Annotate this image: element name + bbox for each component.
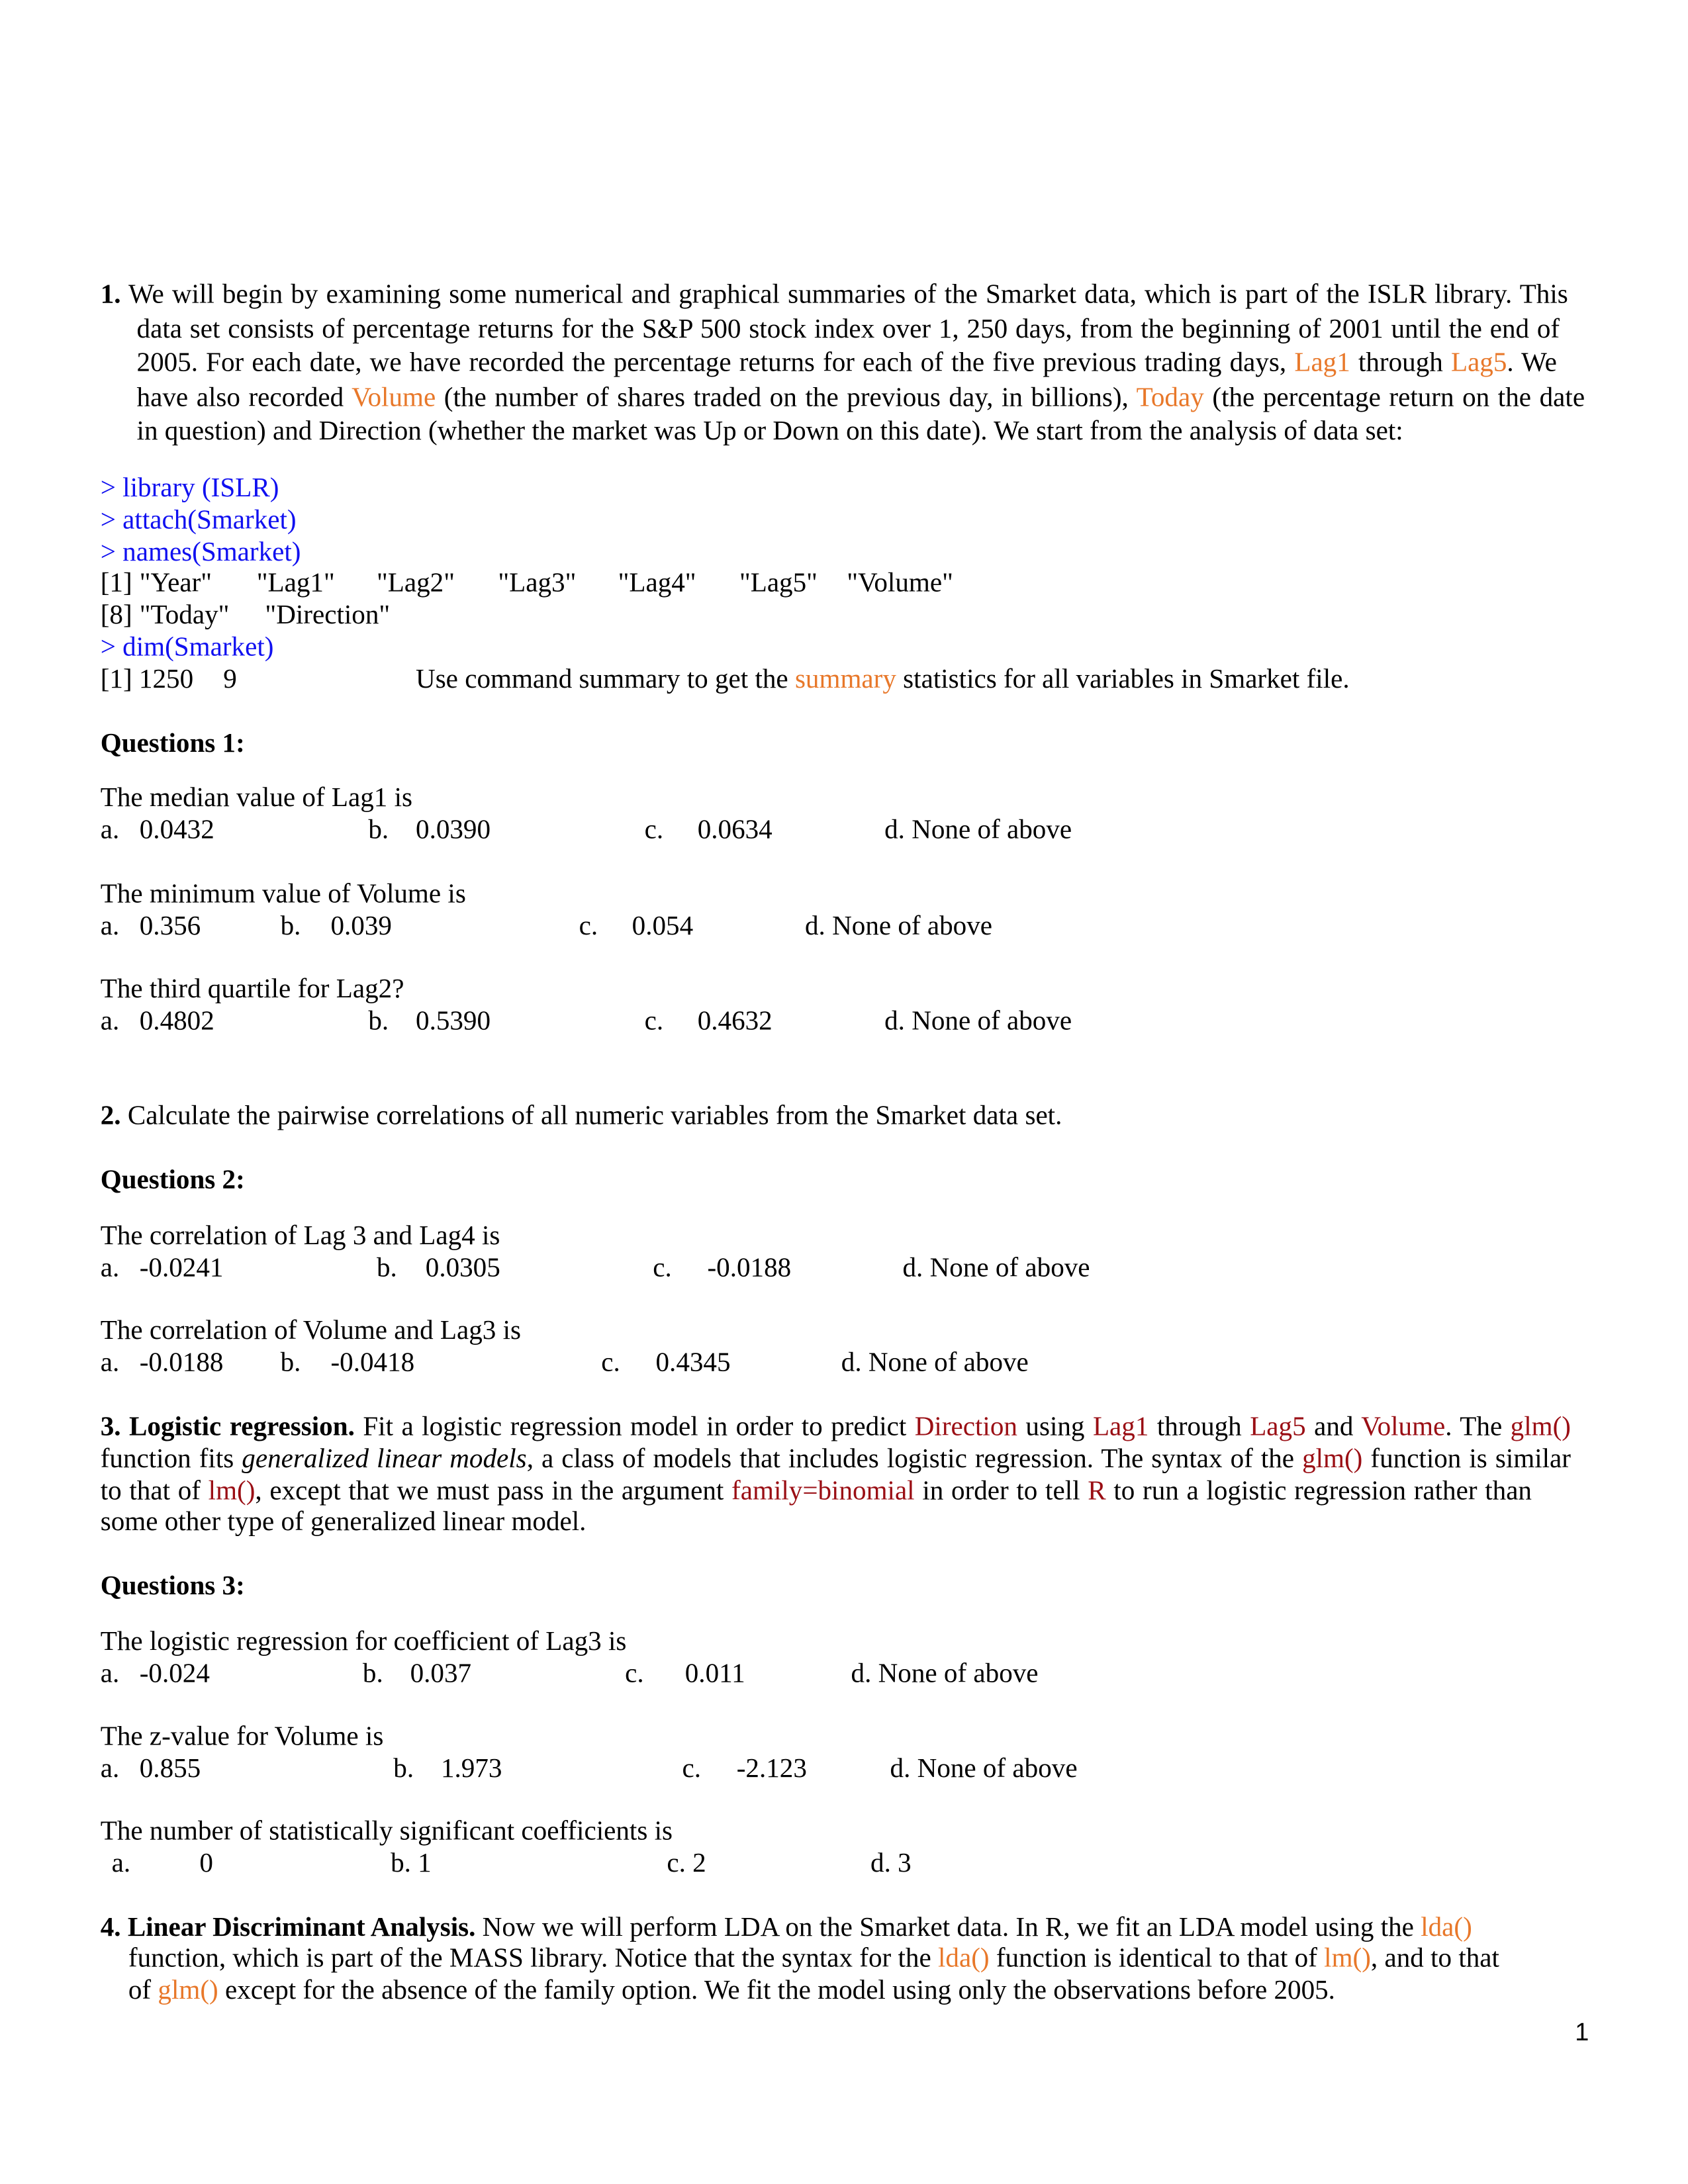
option-label: b. [280,912,301,942]
option-value: 0.356 [139,912,201,942]
option-value: 0.0432 [139,815,214,846]
output-value: "Lag2" [377,569,455,599]
output-value: "Year" [139,569,212,599]
option-label: c. [579,912,598,942]
text: function is identical to that of [989,1944,1325,1974]
text: Calculate the pairwise correlations of all numeric variables from the Smarket data set. [120,1101,1062,1132]
option-none: d. None of above [804,912,993,942]
option-label: c. [653,1253,672,1283]
dim-output: [1] 1250 [100,665,194,695]
option-value: d. 3 [870,1849,912,1879]
option-value: -0.024 [139,1659,210,1690]
emphasis: generalized linear models [242,1445,527,1475]
option-label: c. [682,1754,702,1784]
section3-line4: some other type of generalized linear model. [100,1508,586,1537]
text: using [1017,1412,1093,1443]
option-value: 0.0390 [416,815,491,846]
output-value: "Lag5" [739,569,818,599]
option-label: c. [644,1007,664,1036]
option-label: b. [368,815,389,846]
option-label: b. [377,1253,397,1283]
text: . We [1507,348,1557,379]
option-value: b. 1 [391,1849,432,1879]
question-text: The median value of Lag1 is [100,784,413,813]
output-value: "Lag3" [498,569,577,599]
code-dim: > dim(Smarket) [100,633,274,663]
highlight-volume: Volume [352,383,436,413]
output-value: "Lag4" [618,569,696,599]
option-value: 0.054 [632,912,694,942]
question-text: The number of statistically significant coefficients is [100,1817,673,1847]
section1-line5: in question) and Direction (whether the market was Up or Down on this date). We start from the analysis of data set: [136,417,1403,447]
section-title: 4. Linear Discriminant Analysis. [100,1913,476,1943]
option-label: b. [280,1348,301,1379]
section-title: 3. Logistic regression. [100,1412,355,1443]
text: (the number of shares traded on the previous day, in billions), [436,383,1137,413]
section4-line1 [101,1912,1472,1946]
option-value: 1.973 [440,1754,502,1784]
option-label: b. [362,1659,383,1690]
output-value: "Today" [139,601,230,631]
text: (the percentage return on the date [1203,383,1585,413]
code-names: > names(Smarket) [100,538,301,568]
option-value: -0.0188 [707,1253,792,1283]
option-value: 0.4632 [697,1007,773,1036]
questions-1-heading: Questions 1: [100,729,245,759]
highlight: family=binomial [731,1477,915,1507]
section4-line2 [128,1943,1499,1977]
question-text: The third quartile for Lag2? [100,975,404,1005]
option-label: a. [100,1754,120,1784]
option-none: d. None of above [902,1253,1090,1283]
option-value: 0.4802 [139,1007,214,1036]
section1-line1 [101,279,1568,312]
highlight: lda() [937,1944,990,1974]
text: and [1305,1412,1362,1443]
option-label: c. [601,1348,620,1379]
highlight-lag5: Lag5 [1450,348,1507,379]
option-value: c. 2 [667,1849,706,1879]
text: Fit a logistic regression model in order to predict [354,1412,915,1443]
text: , and to that [1370,1944,1499,1974]
text: of [128,1976,158,2006]
option-value: -0.0188 [139,1348,224,1379]
highlight: Lag5 [1250,1412,1306,1443]
code-attach: > attach(Smarket) [100,506,297,536]
text: statistics for all variables in Smarket file. [896,665,1350,695]
section1-line3 [137,347,1557,381]
text: through [1149,1412,1250,1443]
highlight: lda() [1421,1913,1472,1943]
highlight: lm() [1324,1944,1371,1974]
text: 2005. For each date, we have recorded the percentage returns for each of the five previous trading days, [136,348,1295,379]
question-text: The logistic regression for coefficient of Lag3 is [100,1627,627,1657]
text: function, which is part of the MASS library. Notice that the syntax for the [128,1944,938,1974]
option-none: d. None of above [890,1754,1078,1784]
option-label: a. [111,1849,131,1879]
text: function is similar [1362,1445,1571,1475]
option-label: c. [644,815,664,846]
section3-line3 [101,1476,1532,1510]
option-value: 0.5390 [416,1007,491,1036]
questions-3-heading: Questions 3: [100,1572,245,1602]
output-value: "Volume" [847,569,953,599]
option-value: 0.011 [684,1659,745,1690]
dim-output: 9 [223,665,237,695]
option-value: 0.0305 [425,1253,500,1283]
highlight: glm() [158,1976,218,2006]
section1-line4 [137,382,1585,416]
question-text: The minimum value of Volume is [100,880,466,910]
highlight-lag1: Lag1 [1294,348,1350,379]
section2-line [101,1101,1062,1134]
text: Use command summary to get the [416,665,795,695]
option-value: 0.037 [410,1659,472,1690]
text: , a class of models that includes logistic regression. The syntax of the [526,1445,1303,1475]
option-label: a. [100,912,120,942]
highlight: glm() [1510,1412,1571,1443]
section3-line2 [101,1443,1571,1477]
highlight-today: Today [1136,383,1204,413]
highlight: Direction [914,1412,1017,1443]
question-text: The correlation of Volume and Lag3 is [100,1316,522,1346]
section-number: 2. [100,1101,121,1132]
option-value: 0 [199,1849,213,1879]
highlight-summary: summary [794,665,896,695]
question-text: The z-value for Volume is [100,1722,384,1752]
text: . The [1445,1412,1511,1443]
option-value: -0.0418 [330,1348,415,1379]
text: Now we will perform LDA on the Smarket data. In R, we fit an LDA model using the [475,1913,1421,1943]
option-label: a. [100,815,120,846]
option-value: 0.4345 [655,1348,731,1379]
text: , except that we must pass in the argument [255,1477,732,1507]
highlight: lm() [208,1477,256,1507]
option-label: b. [368,1007,389,1036]
question-text: The correlation of Lag 3 and Lag4 is [100,1222,500,1251]
output-index: [8] [100,601,132,631]
text: data set consists of percentage returns for the S&P 500 stock index over 1, 250 days, from the beginning of 2001 until the end of [136,315,1560,345]
text: in order to tell [914,1477,1088,1507]
output-value: "Lag1" [256,569,335,599]
text: have also recorded [136,383,352,413]
option-label: b. [393,1754,414,1784]
option-label: c. [625,1659,644,1690]
text: except for the absence of the family option. We fit the model using only the observations before 2005. [218,1976,1335,2006]
option-value: -0.0241 [139,1253,224,1283]
text: function fits [100,1445,242,1475]
highlight: R [1088,1477,1106,1507]
option-label: a. [100,1348,120,1379]
option-label: a. [100,1007,120,1036]
option-none: d. None of above [884,1007,1072,1036]
option-value: -2.123 [736,1754,807,1784]
summary-instruction [416,664,1350,698]
section4-line3 [128,1975,1335,2009]
option-value: 0.039 [330,912,392,942]
output-value: "Direction" [265,601,391,631]
option-value: 0.855 [139,1754,201,1784]
questions-2-heading: Questions 2: [100,1165,245,1196]
option-label: a. [100,1659,120,1690]
section-number: 1. [100,280,121,310]
code-library: > library (ISLR) [100,474,279,504]
text: We will begin by examining some numerical and graphical summaries of the Smarket data, which is part of the ISLR library. This [120,280,1568,310]
text: to that of [100,1477,209,1507]
output-index: [1] [100,569,132,599]
option-label: a. [100,1253,120,1283]
text: through [1350,348,1451,379]
highlight: glm() [1302,1445,1363,1475]
highlight: Volume [1361,1412,1446,1443]
page-number: 1 [1575,2018,1589,2046]
section1-line2 [137,314,1560,347]
section3-line1 [101,1412,1571,1445]
highlight: Lag1 [1092,1412,1149,1443]
option-value: 0.0634 [697,815,773,846]
option-none: d. None of above [841,1348,1029,1379]
option-none: d. None of above [884,815,1072,846]
text: to run a logistic regression rather than [1105,1477,1532,1507]
option-none: d. None of above [851,1659,1039,1690]
